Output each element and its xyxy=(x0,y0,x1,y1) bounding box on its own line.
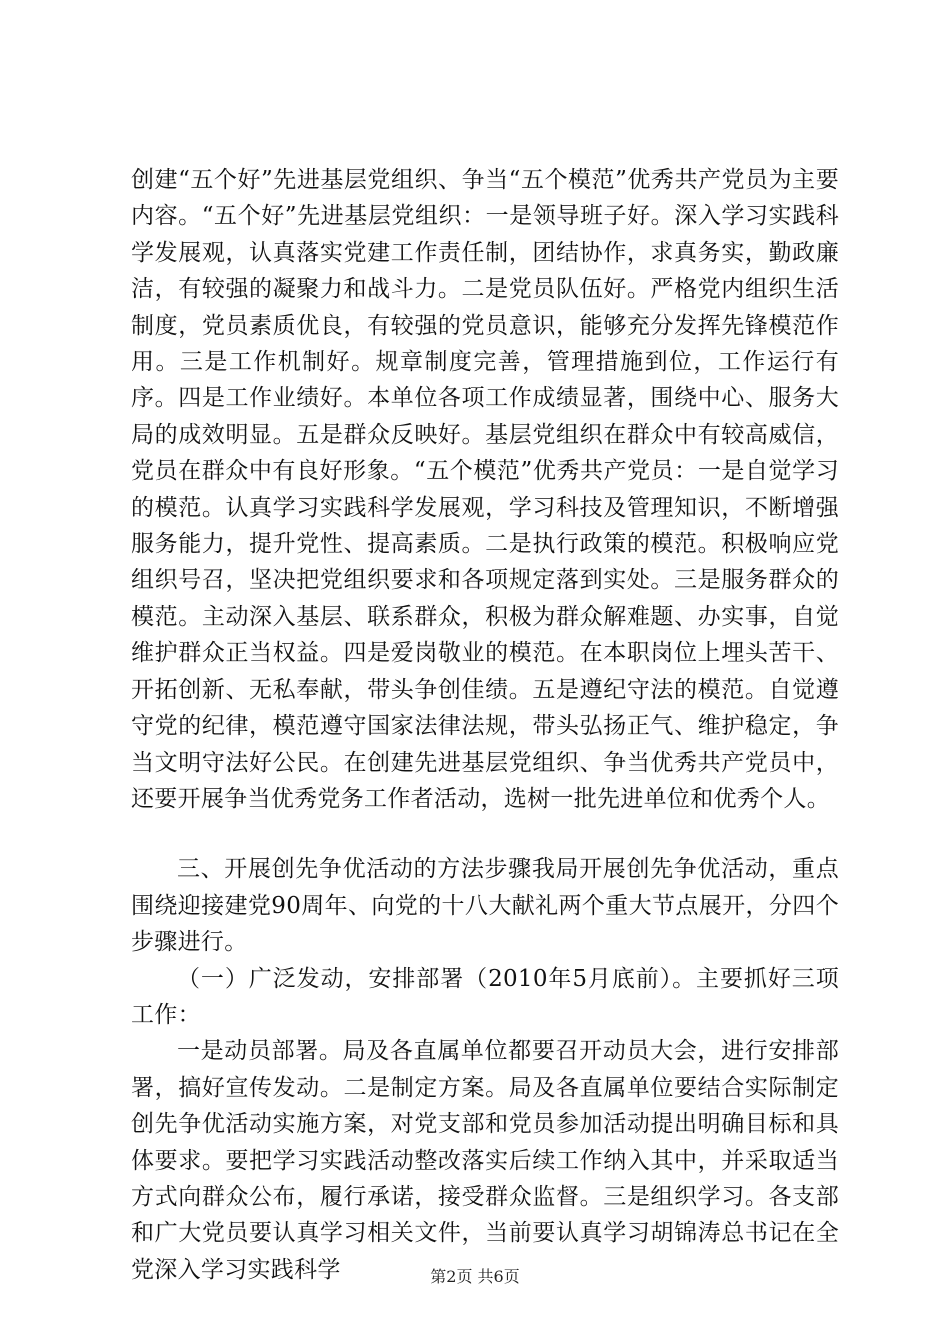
paragraph-1: 创建“五个好”先进基层党组织、争当“五个模范”优秀共产党员为主要内容。“五个好”先进基层党组织：一是领导班子好。深入学习实践科学发展观，认真落实党建工作责任制，团结协作，求真务实，勤政廉洁，有较强的凝聚力和战斗力。二是党员队伍好。严格党内组织生活制度，党员素质优良，有较强的党员意识，能够充分发挥先锋模范作用。三是工作机制好。规章制度完善，管理措施到位，工作运行有序。四是工作业绩好。本单位各项工作成绩显著，围绕中心、服务大局的成效明显。五是群众反映好。基层党组织在群众中有较高威信，党员在群众中有良好形象。“五个模范”优秀共产党员：一是自觉学习的模范。认真学习实践科学发展观，学习科技及管理知识，不断增强服务能力，提升党性、提高素质。二是执行政策的模范。积极响应党组织号召，坚决把党组织要求和各项规定落到实处。三是服务群众的模范。主动深入基层、联系群众，积极为群众解难题、办实事，自觉维护群众正当权益。四是爱岗敬业的模范。在本职岗位上埋头苦干、开拓创新、无私奉献，带头争创佳绩。五是遵纪守法的模范。自觉遵守党的纪律，模范遵守国家法律法规，带头弘扬正气、维护稳定，争当文明守法好公民。在创建先进基层党组织、争当优秀共产党员中，还要开展争当优秀党务工作者活动，选树一批先进单位和优秀个人。 xyxy=(131,167,839,812)
paragraph-spacer xyxy=(131,817,839,851)
page-number-footer: 第2页 共6页 xyxy=(430,1267,520,1286)
paragraph-4: 一是动员部署。局及各直属单位都要召开动员大会，进行安排部署，搞好宣传发动。二是制定方案。局及各直属单位要结合实际制定创先争优活动实施方案，对党支部和党员参加活动提出明确目标和具体要求。要把学习实践活动整改落实后续工作纳入其中，并采取适当方式向群众公布，履行承诺，接受群众监督。三是组织学习。各支部和广大党员要认真学习相关文件，当前要认真学习胡锦涛总书记在全党深入学习实践科学 xyxy=(131,1038,839,1283)
paragraph-2: 三、开展创先争优活动的方法步骤我局开展创先争优活动，重点围绕迎接建党90周年、向党的十八大献礼两个重大节点展开，分四个步骤进行。 xyxy=(131,856,839,956)
document-body xyxy=(131,162,839,1288)
paragraph-3: （一）广泛发动，安排部署（2010年5月底前）。主要抓好三项工作： xyxy=(131,965,839,1028)
